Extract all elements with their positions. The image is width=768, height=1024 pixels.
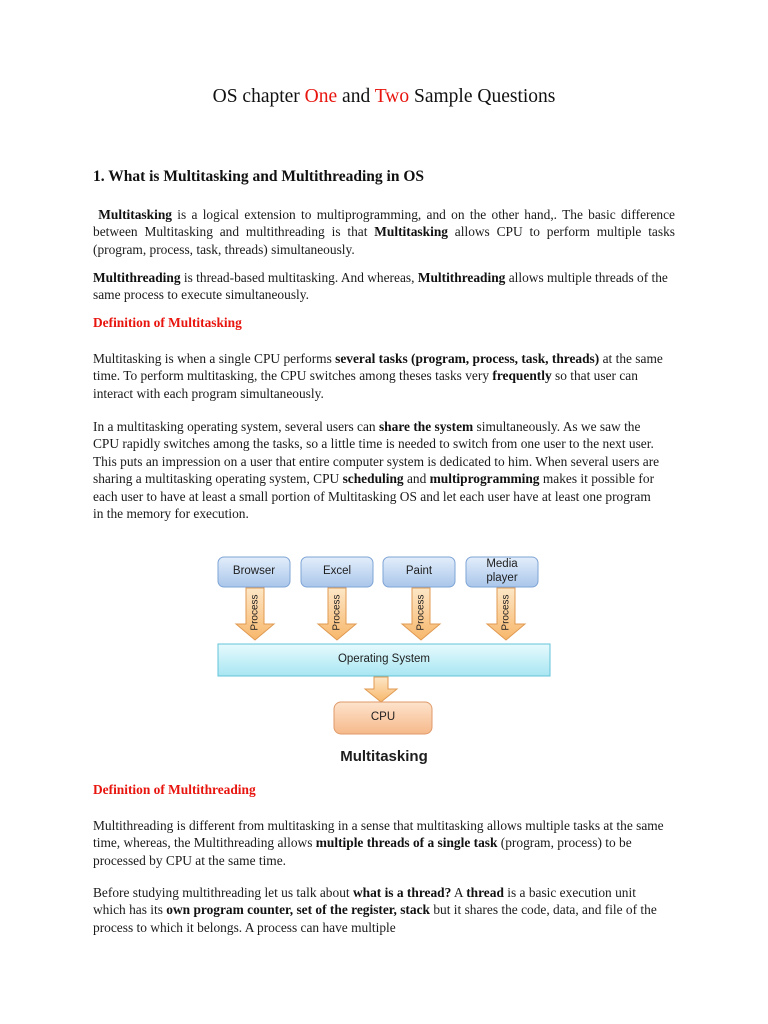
paragraph-multithreading-definition: Multithreading is different from multitasking in a sense that multitasking allows multiple tasks at the same time, whereas, the Multithreading allows multiple threads of a single task (program, process) to be processed by CPU at the same time.: [93, 818, 664, 868]
operating-system-label: Operating System: [337, 653, 431, 665]
app-label-media-player: Media player: [486, 558, 518, 584]
app-label-browser: Browser: [232, 565, 276, 577]
paragraph-what-is-thread: Before studying multithreading let us talk about what is a thread? A thread is a basic execution unit which has its own program counter, set of the register, stack but it shares the code, data, and file of the process to which it belongs. A process can have multiple: [93, 885, 657, 935]
os-to-cpu-arrow: [365, 677, 397, 702]
page-title: OS chapter One and Two Sample Questions: [212, 86, 556, 107]
process-label-4: Process: [500, 594, 512, 631]
cpu-label: CPU: [370, 711, 396, 723]
process-label-2: Process: [331, 594, 343, 631]
process-label-3: Process: [415, 594, 427, 631]
app-label-paint: Paint: [405, 565, 433, 577]
heading-definition-multitasking: Definition of Multitasking: [93, 315, 242, 330]
heading-definition-multithreading: Definition of Multithreading: [93, 782, 256, 797]
paragraph-multitasking-definition: Multitasking is when a single CPU performs several tasks (program, process, task, threads) at the same time. To perform multitasking, the CPU switches among theses tasks very frequently so that user can interact with each program simultaneously.: [93, 351, 663, 401]
paragraph-multitasking-intro: Multitasking is a logical extension to multiprogramming, and on the other hand,. The basic difference between Multitasking and multithreading is that Multitasking allows CPU to perform multiple tasks (program, process, task, threads) simultaneously.: [93, 207, 675, 257]
app-label-excel: Excel: [322, 565, 352, 577]
diagram-caption: Multitasking: [340, 748, 428, 765]
question-heading: 1. What is Multitasking and Multithreading in OS: [93, 168, 425, 185]
process-label-1: Process: [249, 594, 261, 631]
paragraph-multithreading-intro: Multithreading is thread-based multitasking. And whereas, Multithreading allows multiple threads of the same process to execute simultaneously.: [93, 270, 668, 303]
paragraph-multitasking-os: In a multitasking operating system, several users can share the system simultaneously. As we saw the CPU rapidly switches among the tasks, so a little time is needed to switch from one user to the next user. This puts an impression on a user that entire computer system is dedicated to him. When several users are sharing a multitasking operating system, CPU scheduling and multiprogramming makes it possible for each user to have at least a small portion of Multitasking OS and let each user have at least one program in the memory for execution.: [93, 419, 660, 522]
multitasking-diagram: [212, 554, 556, 772]
